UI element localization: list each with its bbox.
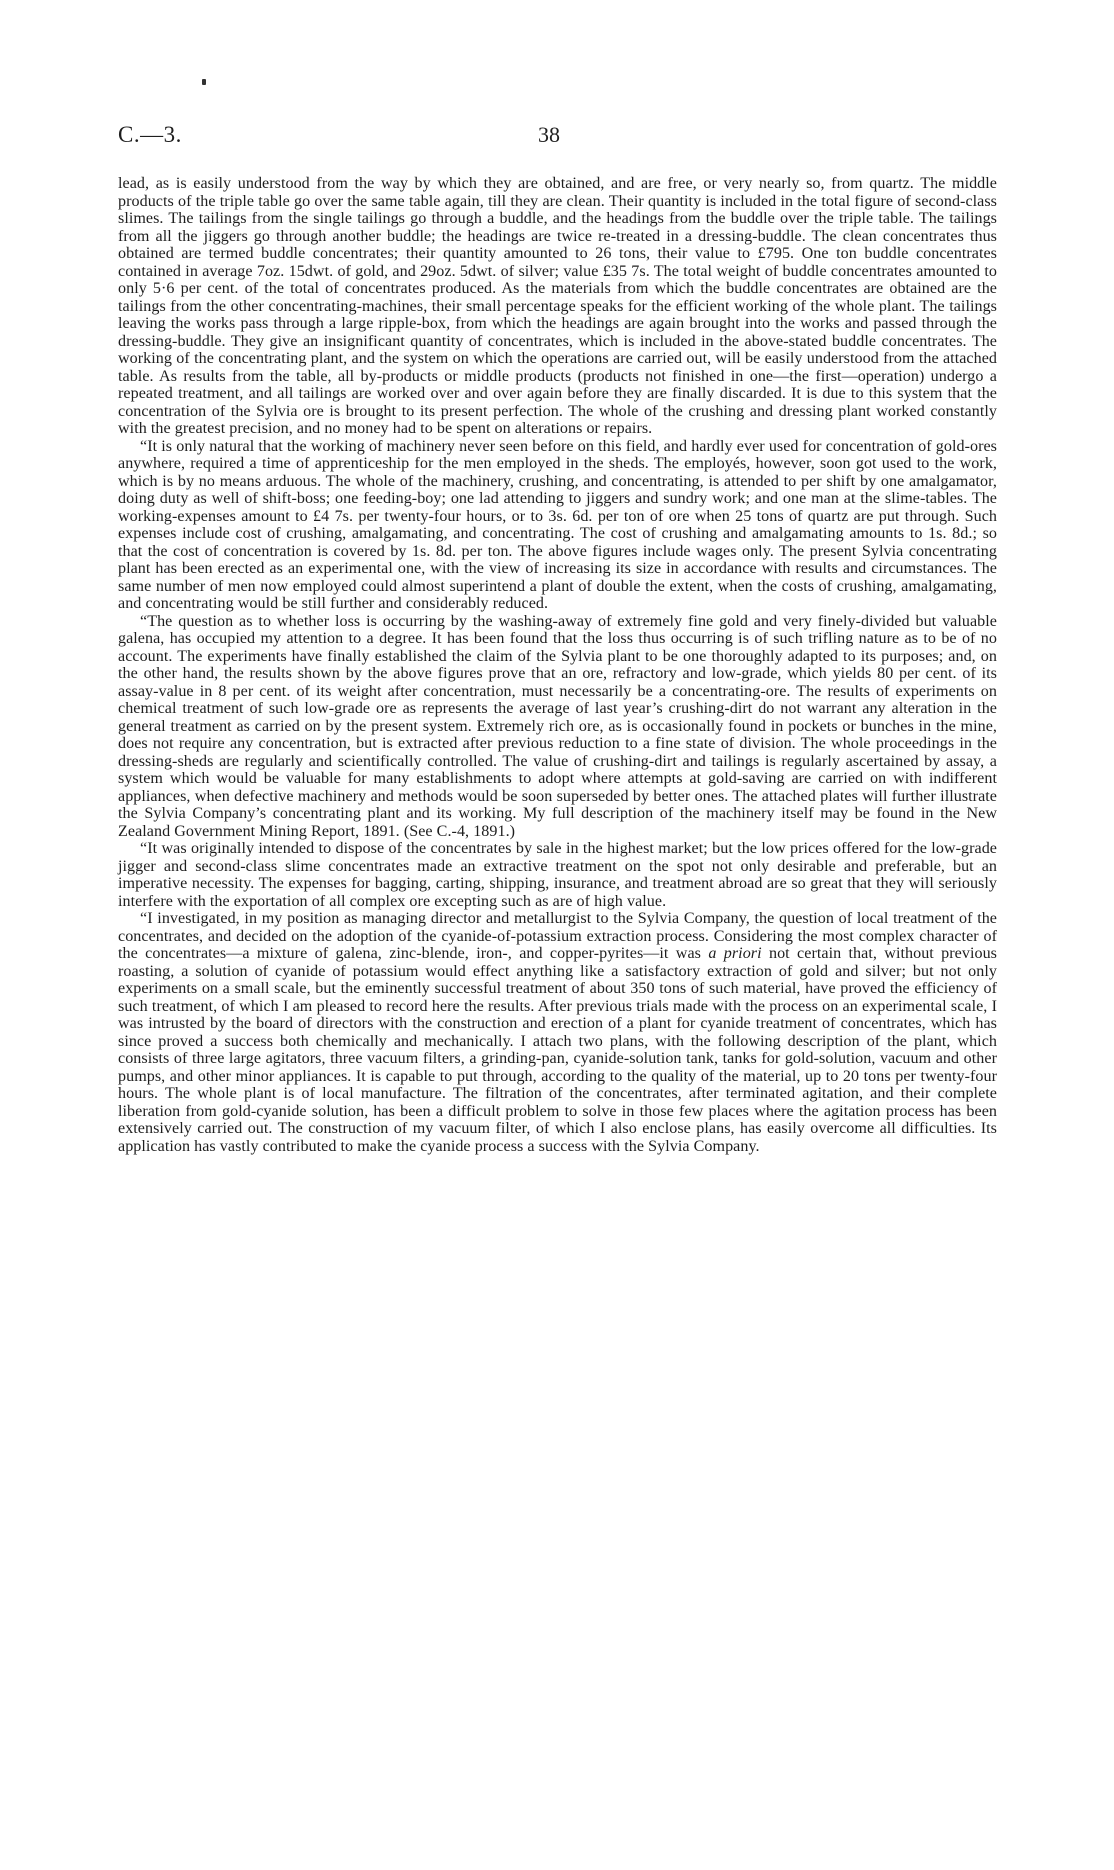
paragraph-text: “The question as to whether loss is occurring by the washing-away of extremely fine gold and very finely-divided but valuable galena, has occupied my attention to a degree. It has been found that the loss thus occurring is of such trifling nature as to be of no account. The experiments have finally established the claim of the Sylvia plant to be one thoroughly adapted to its purposes; and, on the other hand, the results shown by the above figures prove that an ore, refractory and low-grade, which yields 80 per cent. of its assay-value in 8 per cent. of its weight after concentration, must necessarily be a concentrating-ore. The results of experiments on chemical treatment of such low-grade ore as represents the average of last year’s crushing-dirt do not warrant any alteration in the general treatment as carried on by the present system. Extremely rich ore, as is occasionally found in pockets or bunches in the mine, does not require any concentration, but is extracted after previous reduction to a fine state of division. The whole proceedings in the dressing-sheds are regularly and scientifically controlled. The value of crushing-dirt and tailings is regularly ascertained by assay, a system which would be valuable for many establishments to adopt where attempts at gold-saving are carried on with indifferent appliances, when defective machinery and methods would be soon superseded by better ones. The attached plates will further illustrate the Sylvia Company’s concentrating plant and its working. My full description of the machinery itself may be found in the New Zealand Government Mining Report, 1891. (See C.-4, 1891.) [118, 612, 997, 840]
italic-phrase: a priori [708, 945, 762, 962]
ink-mark [202, 79, 206, 85]
paragraph [118, 438, 997, 613]
paragraph-text: “It was originally intended to dispose of the concentrates by sale in the highest market; but the low prices offered for the low-grade jigger and second-class slime concentrates made an extractive treatment on the spot not only desirable and preferable, but an imperative necessity. The expenses for bagging, carting, shipping, insurance, and treatment abroad are so great that they will seriously interfere with the exportation of all complex ore excepting such as are of high value. [118, 840, 997, 910]
paragraph [118, 175, 997, 438]
page-header [118, 122, 998, 152]
paragraph-text: “I investigated, in my position as managing director and metallurgist to the Sylvia Company, the question of local treatment of the concentrates, and decided on the adoption of the cyanide-of-potassium extraction process. Considering the most complex character of the concentrates—a mixture of galena, zinc-blende, iron-, and copper-pyrites—it was [118, 910, 997, 962]
body-text [118, 175, 997, 1155]
paragraph-text: “It is only natural that the working of machinery never seen before on this field, and hardly ever used for concentration of gold-ores anywhere, required a time of apprenticeship for the men employed in the sheds. The employés, however, soon got used to the work, which is by no means arduous. The whole of the machinery, crushing, and concentrating, is attended to per shift by one amalgamator, doing duty as well of shift-boss; one feeding-boy; one lad attending to jiggers and sundry work; and one man at the slime-tables. The working-expenses amount to £4 7s. per twenty-four hours, or to 3s. 6d. per ton of ore when 25 tons of quartz are put through. Such expenses include cost of crushing, amalgamating, and concentrating. The cost of crushing and amalgamating amounts to 1s. 8d.; so that the cost of concentration is covered by 1s. 8d. per ton. The above figures include wages only. The present Sylvia concentrating plant has been erected as an experimental one, with the view of increasing its size in accordance with results and circumstances. The same number of men now employed could almost superintend a plant of double the extent, when the costs of crushing, amalgamating, and concentrating would be still further and considerably reduced. [118, 437, 997, 612]
page-number: 38 [538, 122, 560, 147]
paragraph [118, 910, 997, 1155]
paragraph [118, 613, 997, 841]
document-reference: C.—3. [118, 122, 182, 147]
paragraph-text: lead, as is easily understood from the way by which they are obtained, and are free, or very nearly so, from quartz. The middle products of the triple table go over the same table again, till they are clean. Their quantity is included in the total figure of second-class slimes. The tailings from the single tailings go through a buddle, and the headings from the buddle over the triple table. The tailings from all the jiggers go through another buddle; the headings are twice re-treated in a dressing-buddle. The clean concentrates thus obtained are termed buddle concentrates; their quantity amounted to 26 tons, their value to £795. One ton buddle concentrates contained in average 7oz. 15dwt. of gold, and 29oz. 5dwt. of silver; value £35 7s. The total weight of buddle concentrates amounted to only 5·6 per cent. of the total of concentrates produced. As the materials from which the buddle concentrates are obtained are the tailings from the other concentrating-machines, their small percentage speaks for the efficient working of the whole plant. The tailings leaving the works pass through a large ripple-box, from which the headings are again brought into the works and passed through the dressing-buddle. They give an insignificant quantity of concentrates, which is included in the above-stated buddle concentrates. The working of the concentrating plant, and the system on which the operations are carried out, will be easily understood from the attached table. As results from the table, all by-products or middle products (products not finished in one—the first—operation) undergo a repeated treatment, and all tailings are worked over and over again before they are finally discarded. It is due to this system that the concentration of the Sylvia ore is brought to its present perfection. The whole of the crushing and dressing plant worked constantly with the greatest precision, and no money had to be spent on alterations or repairs. [118, 175, 997, 437]
paragraph [118, 840, 997, 910]
paragraph-text: not certain that, without previous roasting, a solution of cyanide of potassium would effect anything like a satisfactory extraction of gold and silver; but not only experiments on a small scale, but the eminently successful treatment of about 350 tons of such material, have proved the efficiency of such treatment, of which I am pleased to record here the results. After previous trials made with the process on an experimental scale, I was intrusted by the board of directors with the construction and erection of a plant for cyanide treatment of concentrates, which has since proved a success both chemically and mechanically. I attach two plans, with the following description of the plant, which consists of three large agitators, three vacuum filters, a grinding-pan, cyanide-solution tank, tanks for gold-solution, vacuum and other pumps, and other minor appliances. It is capable to put through, according to the quality of the material, up to 20 tons per twenty-four hours. The whole plant is of local manufacture. The filtration of the concentrates, after terminated agitation, and their complete liberation from gold-cyanide solution, has been a difficult problem to solve in those few places where the agitation process has been extensively carried out. The construction of my vacuum filter, of which I also enclose plans, has easily overcome all difficulties. Its application has vastly contributed to make the cyanide process a success with the Sylvia Company. [118, 945, 997, 1155]
